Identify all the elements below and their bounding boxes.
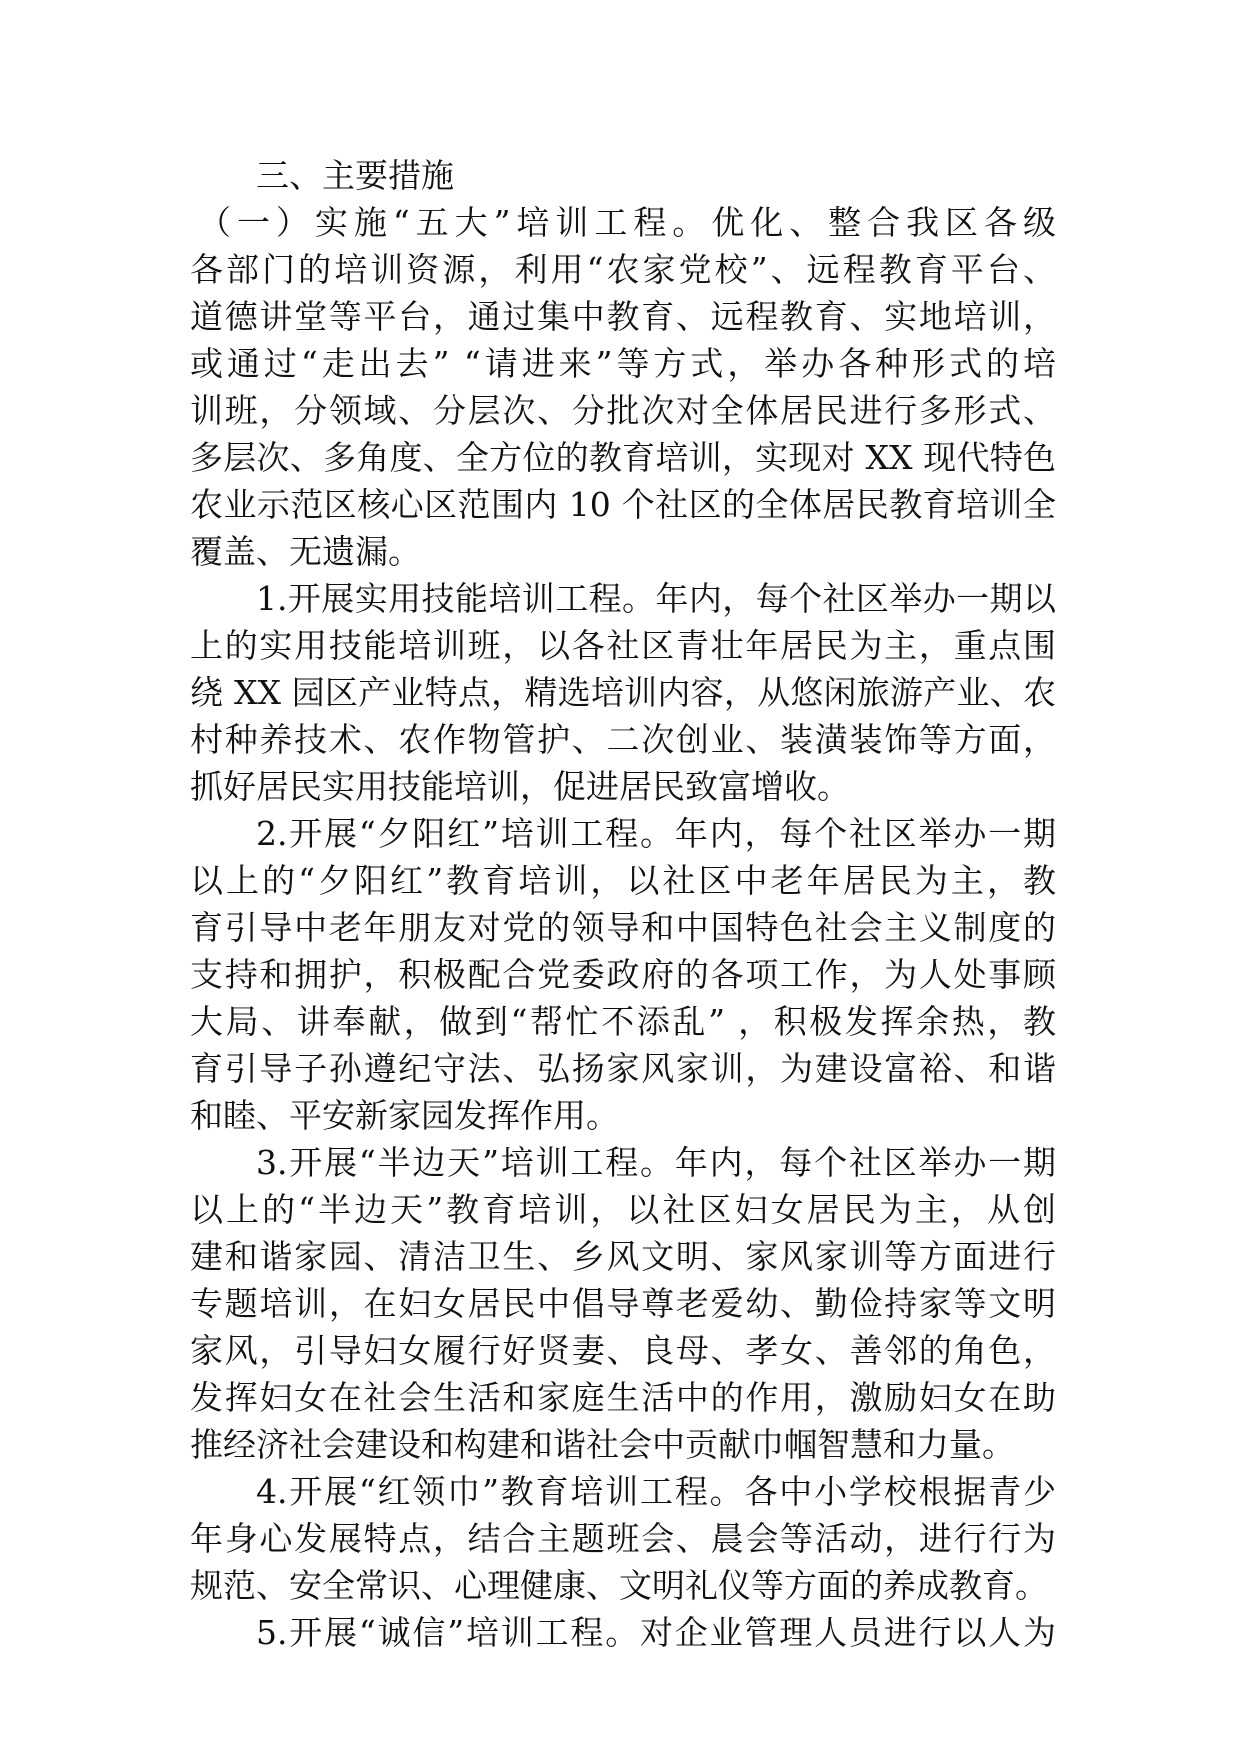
paragraph-line: 大局、讲奉献，做到“帮忙不添乱” ，积极发挥余热，教: [190, 1002, 1056, 1041]
paragraph-line: 和睦、平安新家园发挥作用。: [190, 1096, 619, 1135]
paragraph-line: 规范、安全常识、心理健康、文明礼仪等方面的养成教育。: [190, 1566, 1048, 1605]
paragraph-line: 以上的“半边天”教育培训，以社区妇女居民为主，从创: [190, 1190, 1056, 1229]
paragraph-line: 发挥妇女在社会生活和家庭生活中的作用，激励妇女在助: [190, 1378, 1056, 1417]
paragraph-line: 4.开展“红领巾”教育培训工程。各中小学校根据青少: [256, 1472, 1056, 1511]
paragraph-line: 1.开展实用技能培训工程。年内，每个社区举办一期以: [256, 579, 1056, 618]
paragraph-line: 5.开展“诚信”培训工程。对企业管理人员进行以人为: [256, 1613, 1056, 1652]
paragraph-line: 育引导中老年朋友对党的领导和中国特色社会主义制度的: [190, 908, 1056, 947]
paragraph-5: [190, 1468, 1056, 1609]
paragraph-line: 或通过“走出去” “请进来”等方式，举办各种形式的培: [190, 344, 1056, 383]
paragraph-line: 3.开展“半边天”培训工程。年内，每个社区举办一期: [256, 1143, 1056, 1182]
section-heading: 三、主要措施: [256, 156, 454, 195]
paragraph-line: 绕 XX 园区产业特点，精选培训内容，从悠闲旅游产业、农: [190, 673, 1056, 712]
paragraph-line: 推经济社会建设和构建和谐社会中贡献巾帼智慧和力量。: [190, 1425, 1015, 1464]
paragraph-line: 育引导子孙遵纪守法、弘扬家风家训，为建设富裕、和谐: [190, 1049, 1056, 1088]
paragraph-line: 专题培训，在妇女居民中倡导尊老爱幼、勤俭持家等文明: [190, 1284, 1056, 1323]
document-body: [190, 152, 1056, 1656]
paragraph-line: 上的实用技能培训班，以各社区青壮年居民为主，重点围: [190, 626, 1056, 665]
paragraph-line: 以上的“夕阳红”教育培训，以社区中老年居民为主，教: [190, 861, 1056, 900]
paragraph-line: 各部门的培训资源，利用“农家党校”、远程教育平台、: [190, 250, 1056, 289]
paragraph-line: （一）实施“五大”培训工程。优化、整合我区各级: [198, 203, 1056, 242]
paragraph-3: [190, 810, 1056, 1139]
paragraph-line: 支持和拥护，积极配合党委政府的各项工作，为人处事顾: [190, 955, 1056, 994]
paragraph-6: [190, 1609, 1056, 1656]
paragraph-2: [190, 575, 1056, 810]
paragraph-line: 2.开展“夕阳红”培训工程。年内，每个社区举办一期: [256, 814, 1056, 853]
paragraph-line: 道德讲堂等平台，通过集中教育、远程教育、实地培训，: [190, 297, 1056, 336]
paragraph-line: 农业示范区核心区范围内 10 个社区的全体居民教育培训全: [190, 485, 1056, 524]
paragraph-line: 多层次、多角度、全方位的教育培训，实现对 XX 现代特色: [190, 438, 1056, 477]
paragraph-line: 覆盖、无遗漏。: [190, 532, 421, 571]
paragraph-line: 抓好居民实用技能培训，促进居民致富增收。: [190, 767, 850, 806]
paragraph-4: [190, 1139, 1056, 1468]
paragraph-line: 训班，分领域、分层次、分批次对全体居民进行多形式、: [190, 391, 1056, 430]
paragraph-line: 村种养技术、农作物管护、二次创业、装潢装饰等方面，: [190, 720, 1056, 759]
paragraph-line: 建和谐家园、清洁卫生、乡风文明、家风家训等方面进行: [190, 1237, 1056, 1276]
paragraph-line: 家风，引导妇女履行好贤妻、良母、孝女、善邻的角色，: [190, 1331, 1056, 1370]
paragraph-line: 年身心发展特点，结合主题班会、晨会等活动，进行行为: [190, 1519, 1056, 1558]
paragraph-1: [190, 199, 1056, 575]
